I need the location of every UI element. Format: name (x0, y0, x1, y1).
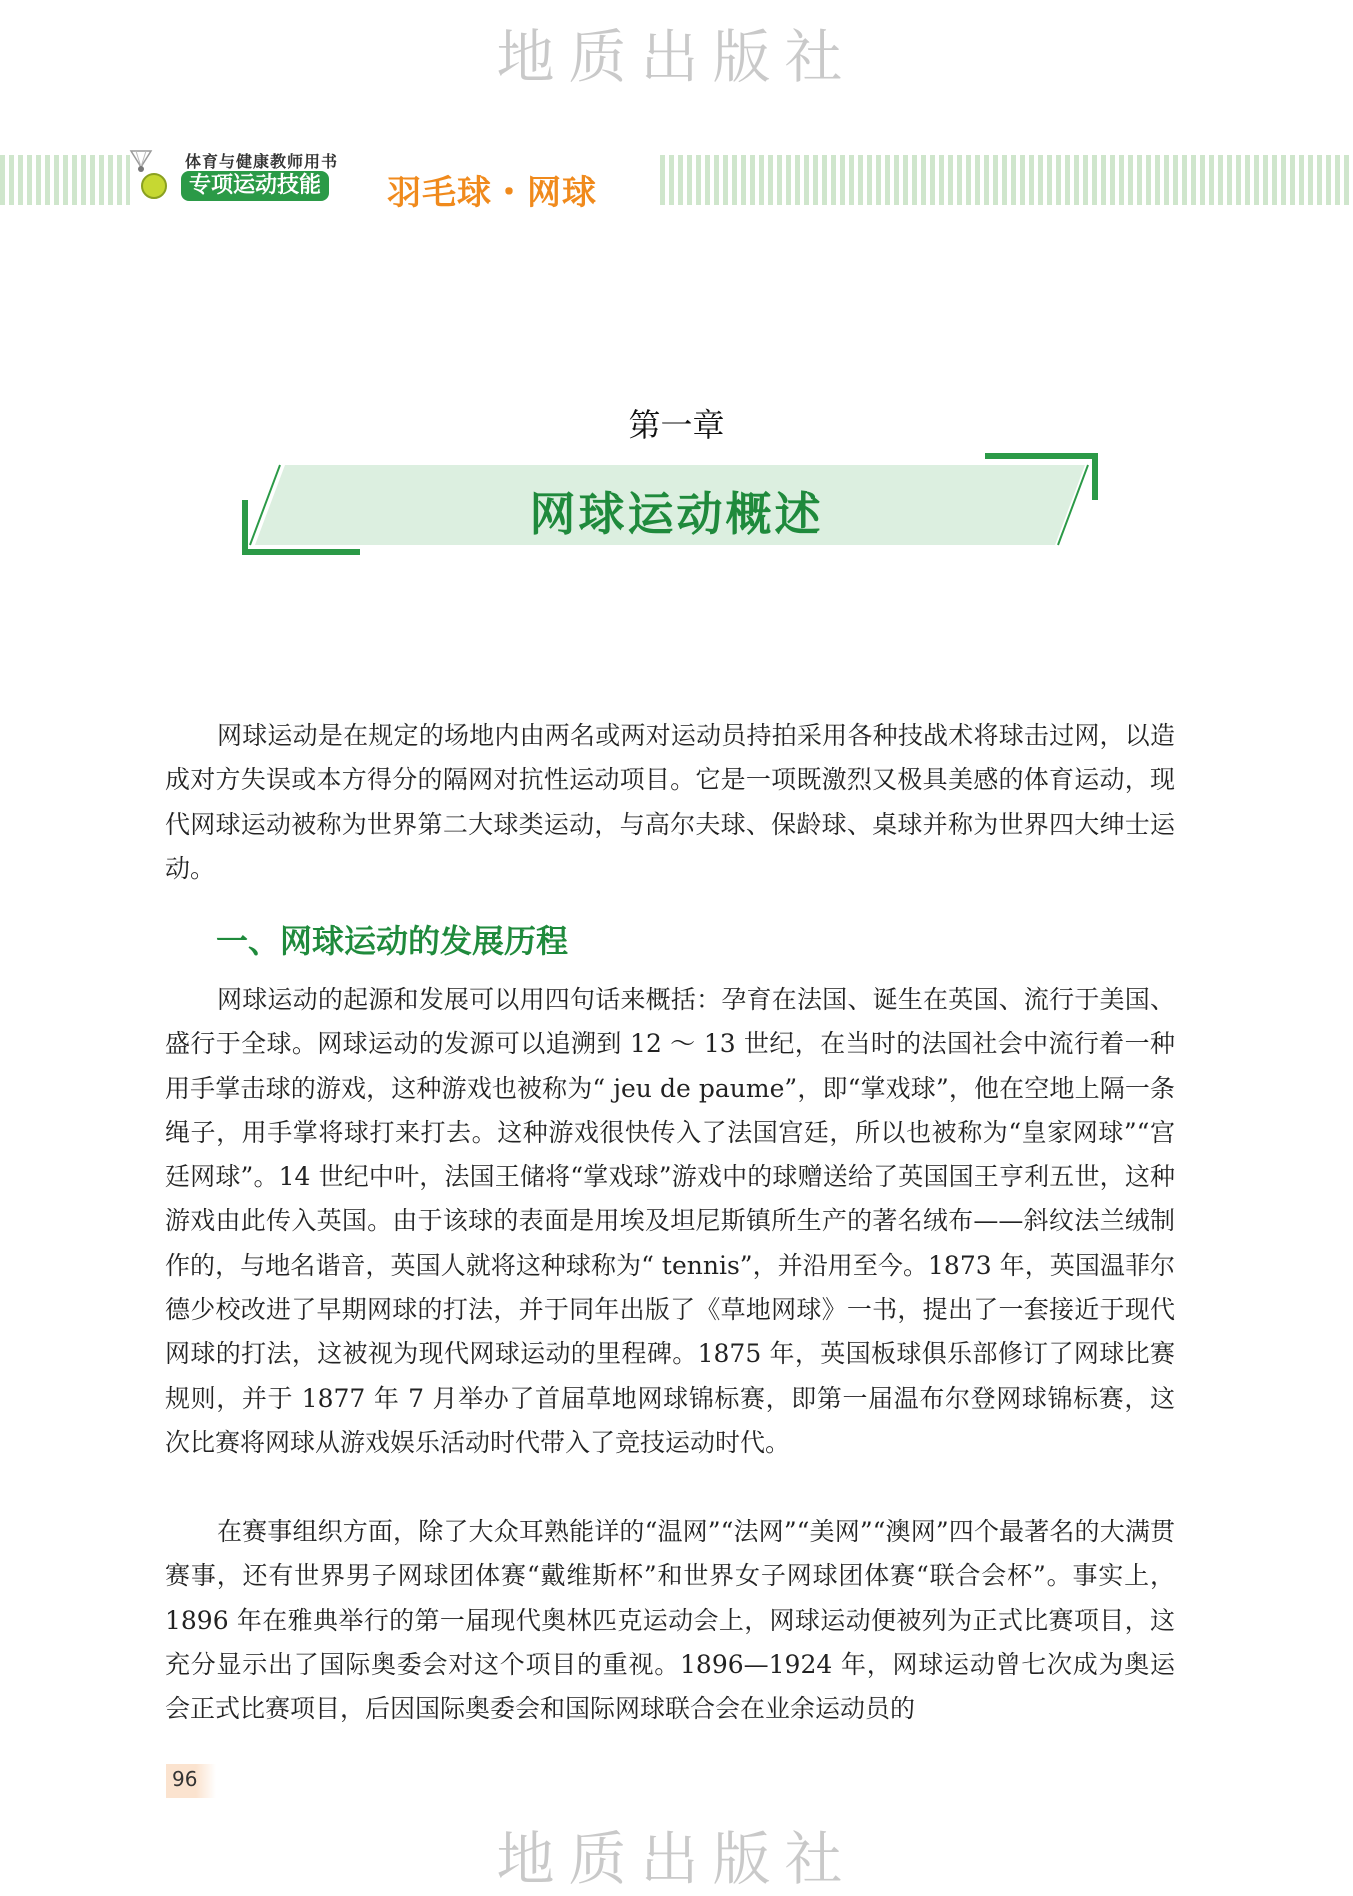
paragraph-intro: 网球运动是在规定的场地内由两名或两对运动员持拍采用各种技战术将球击过网，以造成对方失误或本方得分的隔网对抗性运动项目。它是一项既激烈又极具美感的体育运动，现代网球运动被称为世界第二大球类运动，与高尔夫球、保龄球、桌球并称为世界四大绅士运动。 (165, 721, 1175, 883)
book-header-logo (125, 145, 665, 215)
chapter-title: 网球运动概述 (529, 487, 824, 541)
header-stripe-right (660, 155, 1353, 205)
header-stripe-left (0, 155, 130, 205)
watermark-bottom: 地质出版社 (496, 1825, 857, 1893)
series-badge: 专项运动技能 (181, 171, 329, 201)
book-title: 羽毛球・网球 (387, 173, 597, 213)
tennis-ball-icon (141, 173, 167, 199)
page-number: 96 (166, 1764, 216, 1798)
book-subtitle: 体育与健康教师用书 (185, 152, 339, 171)
watermark-top: 地质出版社 (496, 23, 857, 91)
chapter-label: 第一章 (628, 406, 725, 444)
paragraph-events: 在赛事组织方面，除了大众耳熟能详的“温网”“法网”“美网”“澳网”四个最著名的大满贯赛事，还有世界男子网球团体赛“戴维斯杯”和世界女子网球团体赛“联合会杯”。事实上，1896 年在雅典举行的第一届现代奥林匹克运动会上，网球运动便被列为正式比赛项目，这充分显示出了国际奥委会对这个项目的重视。1896—1924 年，网球运动曾七次成为奥运会正式比赛项目，后因国际奥委会和国际网球联合会在业余运动员的 (165, 1517, 1175, 1724)
section-heading: 一、网球运动的发展历程 (216, 922, 569, 960)
paragraph-history: 网球运动的起源和发展可以用四句话来概括：孕育在法国、诞生在英国、流行于美国、盛行于全球。网球运动的发源可以追溯到 12 ～ 13 世纪，在当时的法国社会中流行着一种用手掌击球的游戏，这种游戏也被称为“ jeu de paume”，即“掌戏球”，他在空地上隔一条绳子，用手掌将球打来打去。这种游戏很快传入了法国宫廷，所以也被称为“皇家网球”“宫廷网球”。14 世纪中叶，法国王储将“掌戏球”游戏中的球赠送给了英国国王亨利五世，这种游戏由此传入英国。由于该球的表面是用埃及坦尼斯镇所生产的著名绒布——斜纹法兰绒制作的，与地名谐音，英国人就将这种球称为“ tennis”，并沿用至今。1873 年，英国温菲尔德少校改进了早期网球的打法，并于同年出版了《草地网球》一书，提出了一套接近于现代网球的打法，这被视为现代网球运动的里程碑。1875 年，英国板球俱乐部修订了网球比赛规则，并于 1877 年 7 月举办了首届草地网球锦标赛，即第一届温布尔登网球锦标赛，这次比赛将网球从游戏娱乐活动时代带入了竞技运动时代。 (165, 985, 1175, 1457)
